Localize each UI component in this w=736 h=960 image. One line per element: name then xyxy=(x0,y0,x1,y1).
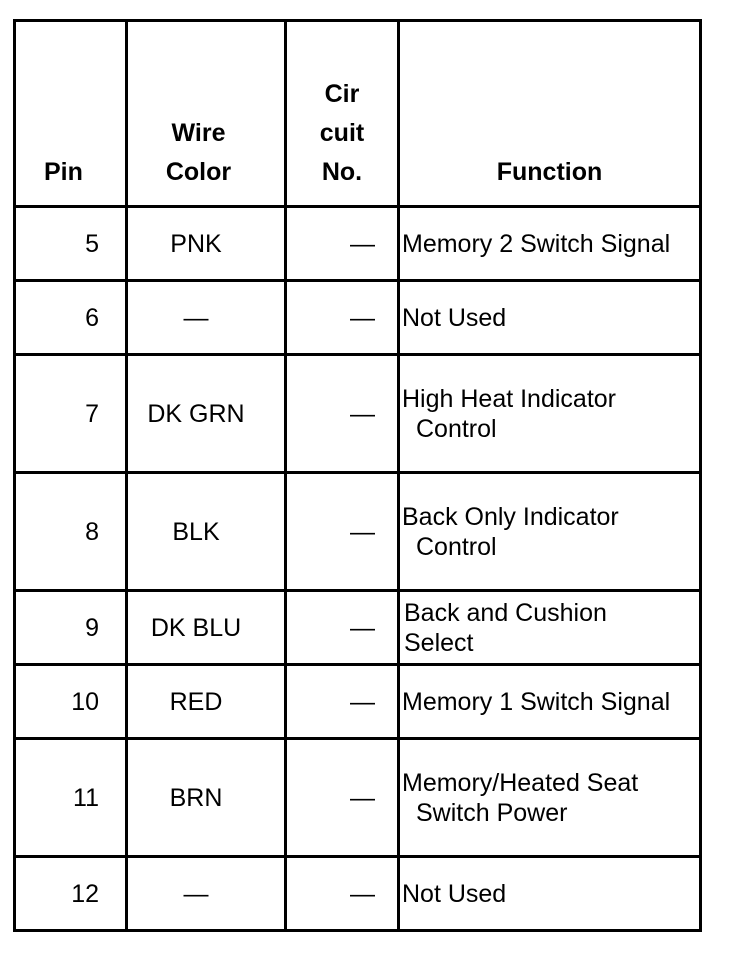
wire-color-cell: DK GRN xyxy=(127,355,286,473)
wire-color-cell: — xyxy=(127,281,286,355)
circuit-cell: — xyxy=(286,739,399,857)
header-wire-line-2: Color xyxy=(165,158,232,186)
header-wire-line-1: Wire xyxy=(171,119,226,147)
pin-cell: 7 xyxy=(15,355,127,473)
function-text: Memory 2 Switch Signal xyxy=(402,229,671,258)
circuit-cell: — xyxy=(286,207,399,281)
table-row xyxy=(15,207,701,281)
header-function-label: Function xyxy=(496,158,603,186)
circuit-cell: — xyxy=(286,665,399,739)
function-cell xyxy=(399,591,701,665)
table-row xyxy=(15,665,701,739)
function-text-line-2: Select xyxy=(404,628,474,657)
wire-color-cell: — xyxy=(127,857,286,931)
function-text-line-2: Control xyxy=(416,414,497,443)
function-text-line-2: Control xyxy=(416,532,497,561)
circuit-cell: — xyxy=(286,355,399,473)
table-header xyxy=(15,21,701,207)
wire-color-cell: PNK xyxy=(127,207,286,281)
header-pin xyxy=(15,21,127,207)
header-wire-color xyxy=(127,21,286,207)
circuit-cell: — xyxy=(286,857,399,931)
function-cell xyxy=(399,665,701,739)
function-text: Not Used xyxy=(402,303,507,332)
pin-cell: 11 xyxy=(15,739,127,857)
function-text: Memory 1 Switch Signal xyxy=(402,687,671,716)
function-text-line-1: Back and Cushion xyxy=(404,598,607,627)
connector-pin-table xyxy=(13,19,702,932)
table-row xyxy=(15,857,701,931)
table-row xyxy=(15,591,701,665)
header-circuit-line-2: cuit xyxy=(319,119,365,147)
pin-cell: 8 xyxy=(15,473,127,591)
wire-color-cell: DK BLU xyxy=(127,591,286,665)
function-cell xyxy=(399,473,701,591)
wire-color-cell: RED xyxy=(127,665,286,739)
wire-color-cell: BRN xyxy=(127,739,286,857)
table-row xyxy=(15,281,701,355)
circuit-cell: — xyxy=(286,591,399,665)
function-cell xyxy=(399,857,701,931)
function-text-line-1: Memory/Heated Seat xyxy=(402,768,639,797)
function-cell xyxy=(399,281,701,355)
header-row xyxy=(15,21,701,207)
function-cell xyxy=(399,355,701,473)
function-text-line-1: High Heat Indicator xyxy=(402,384,617,413)
function-text: Not Used xyxy=(402,879,507,908)
pin-cell: 12 xyxy=(15,857,127,931)
table-body xyxy=(15,207,701,931)
circuit-cell: — xyxy=(286,473,399,591)
table-row xyxy=(15,739,701,857)
header-circuit-line-1: Cir xyxy=(324,80,360,108)
table-row xyxy=(15,355,701,473)
function-cell xyxy=(399,739,701,857)
function-cell xyxy=(399,207,701,281)
header-function xyxy=(399,21,701,207)
pin-cell: 6 xyxy=(15,281,127,355)
function-text-line-2: Switch Power xyxy=(416,798,568,827)
pin-cell: 10 xyxy=(15,665,127,739)
wire-color-cell: BLK xyxy=(127,473,286,591)
function-text-line-1: Back Only Indicator xyxy=(402,502,619,531)
header-circuit-no xyxy=(286,21,399,207)
table-row xyxy=(15,473,701,591)
pin-cell: 9 xyxy=(15,591,127,665)
pin-cell: 5 xyxy=(15,207,127,281)
circuit-cell: — xyxy=(286,281,399,355)
header-circuit-line-3: No. xyxy=(321,158,363,186)
header-pin-label: Pin xyxy=(44,158,83,186)
